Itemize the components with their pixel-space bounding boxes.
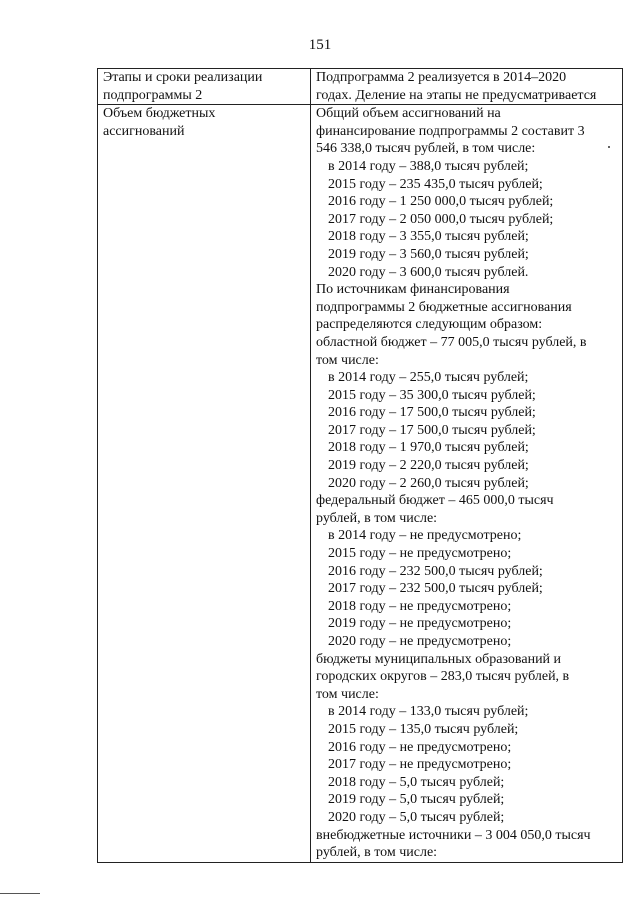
budget-value-line: 2020 году – 2 260,0 тысяч рублей; [328, 475, 529, 491]
budget-value-line: в 2014 году – 255,0 тысяч рублей; [328, 370, 529, 386]
table-row-stages [98, 69, 623, 105]
budget-value-line: подпрограммы 2 бюджетные ассигнования [316, 299, 572, 315]
budget-value-line: том числе: [316, 352, 379, 368]
budget-value-line: 2020 году – 3 600,0 тысяч рублей. [328, 264, 529, 280]
stages-value-line: годах. Деление на этапы не предусматривается [316, 87, 597, 103]
page-edge-mark [0, 893, 40, 895]
budget-value-line: 2015 году – 135,0 тысяч рублей; [328, 721, 519, 737]
budget-value-line: Общий объем ассигнований на [316, 106, 501, 122]
budget-value-line: 2018 году – 3 355,0 тысяч рублей; [328, 229, 529, 245]
budget-value-line: городских округов – 283,0 тысяч рублей, в [316, 669, 570, 685]
budget-value-line: в 2014 году – не предусмотрено; [328, 528, 522, 544]
budget-value-line: 2016 году – 17 500,0 тысяч рублей; [328, 405, 536, 421]
budget-value-line: распределяются следующим образом: [316, 317, 543, 333]
budget-value-line: 2015 году – не предусмотрено; [328, 546, 512, 562]
budget-value-line: 2017 году – не предусмотрено; [328, 757, 512, 773]
budget-value-line: 2016 году – 232 500,0 тысяч рублей; [328, 563, 543, 579]
budget-value-line: рублей, в том числе: [316, 845, 438, 861]
stages-label-line: подпрограммы 2 [103, 87, 203, 103]
budget-value-line: федеральный бюджет – 465 000,0 тысяч [316, 493, 554, 509]
stages-label-line: Этапы и сроки реализации [103, 70, 263, 85]
budget-value-line: 2019 году – не предусмотрено; [328, 616, 512, 632]
budget-value-line: финансирование подпрограммы 2 составит 3 [316, 123, 585, 139]
budget-value-line: в 2014 году – 388,0 тысяч рублей; [328, 158, 529, 174]
budget-value-cell [311, 105, 623, 863]
budget-value-line: 2018 году – не предусмотрено; [328, 598, 512, 614]
budget-value-line: 2019 году – 2 220,0 тысяч рублей; [328, 458, 529, 474]
budget-label-line: Объем бюджетных [103, 106, 216, 122]
stages-value-cell [311, 69, 623, 105]
budget-value-line: По источникам финансирования [316, 282, 510, 298]
budget-value-line: 2020 году – не предусмотрено; [328, 634, 512, 649]
budget-value-line: областной бюджет – 77 005,0 тысяч рублей, в [316, 334, 587, 350]
budget-value-line: 2018 году – 1 970,0 тысяч рублей; [328, 440, 529, 456]
budget-value-line: 2015 году – 35 300,0 тысяч рублей; [328, 387, 536, 403]
budget-value-line: в 2014 году – 133,0 тысяч рублей; [328, 704, 529, 720]
budget-label-cell [98, 105, 311, 863]
stages-label-cell [98, 69, 311, 105]
budget-value-line: 2018 году – 5,0 тысяч рублей; [328, 774, 505, 790]
subprogram-passport-table [97, 68, 623, 863]
budget-label-line: ассигнований [103, 123, 185, 139]
budget-value-line: 2017 году – 232 500,0 тысяч рублей; [328, 581, 543, 597]
budget-value-line: том числе: [316, 686, 379, 702]
budget-value-line: 2020 году – 5,0 тысяч рублей; [328, 809, 505, 825]
budget-value-line: внебюджетные источники – 3 004 050,0 тысяч [316, 827, 591, 843]
budget-value-line: 2019 году – 5,0 тысяч рублей; [328, 792, 505, 808]
budget-value-line: 2017 году – 2 050 000,0 тысяч рублей; [328, 211, 554, 227]
budget-value-line: 2019 году – 3 560,0 тысяч рублей; [328, 246, 529, 262]
budget-value-line: 546 338,0 тысяч рублей, в том числе: [316, 141, 536, 157]
budget-value-line: 2016 году – 1 250 000,0 тысяч рублей; [328, 194, 554, 210]
stages-value-line: Подпрограмма 2 реализуется в 2014–2020 [316, 70, 567, 85]
budget-value-line: 2015 году – 235 435,0 тысяч рублей; [328, 176, 543, 192]
table-row-budget [98, 105, 623, 863]
page-number: 151 [308, 37, 332, 53]
budget-value-line: рублей, в том числе: [316, 510, 438, 526]
budget-value-line: бюджеты муниципальных образований и [316, 651, 562, 667]
budget-value-line: 2017 году – 17 500,0 тысяч рублей; [328, 422, 536, 438]
budget-value-line: 2016 году – не предусмотрено; [328, 739, 512, 755]
scan-speck [608, 146, 610, 148]
